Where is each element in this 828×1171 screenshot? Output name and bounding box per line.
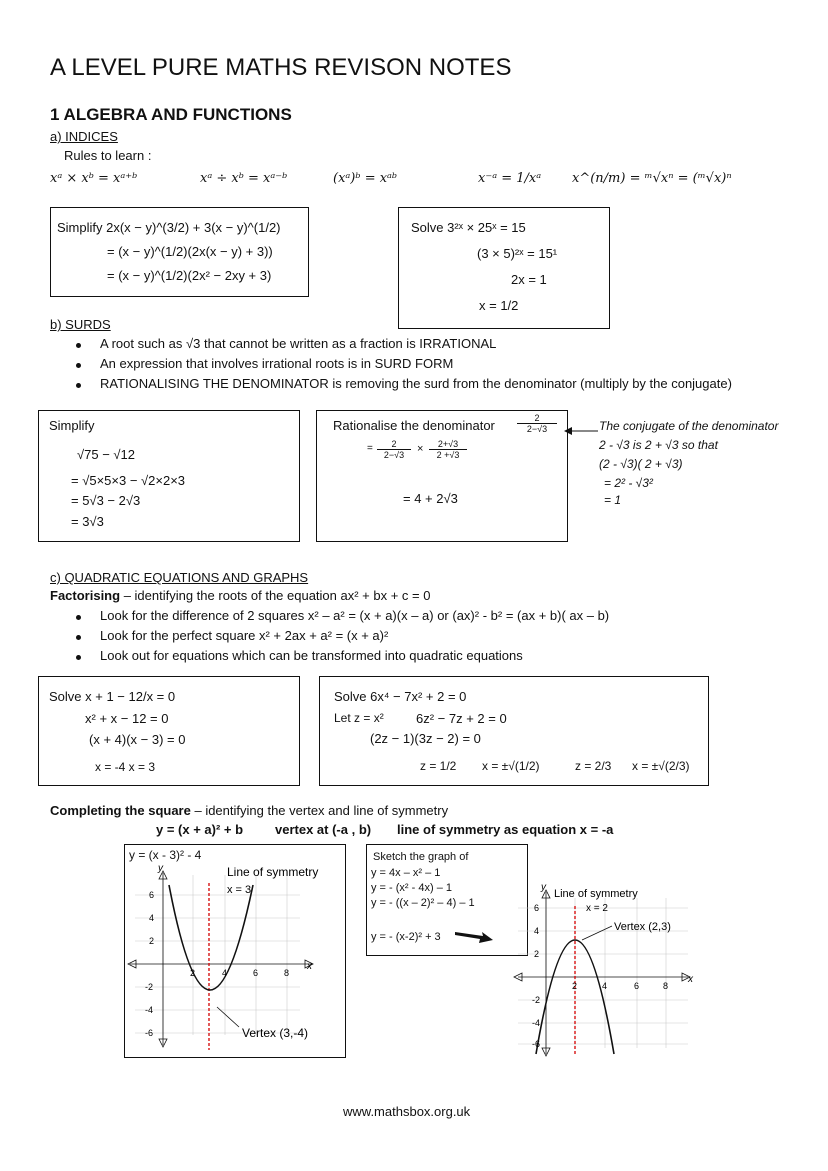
fraction-denominator: 2−√3 — [377, 449, 411, 460]
rules-label: Rules to learn : — [64, 148, 152, 163]
q1-line-2: x² + x − 12 = 0 — [85, 711, 169, 726]
fraction-denominator: 2 +√3 — [429, 449, 467, 460]
fraction-a — [377, 439, 411, 460]
q2-line-3: 6z² − 7z + 2 = 0 — [416, 711, 507, 726]
sketch-line-2: y = 4x – x² – 1 — [371, 867, 441, 879]
q2-line-6: x = ±√(1/2) — [482, 759, 540, 773]
q1-line-1: Solve x + 1 − 12/x = 0 — [49, 689, 176, 704]
quad-bullet-1: Look for the difference of 2 squares x² – a² = (x + a)(x – a) or (ax)² - b² = (ax + b)( ax – b) — [100, 608, 610, 623]
vertex-pointer — [582, 926, 612, 940]
rule-2: xᵃ ÷ xᵇ = xᵃ⁻ᵇ — [200, 171, 288, 186]
quadratic-solve-box-2 — [319, 676, 709, 786]
graph-2-x-tick: 2 — [572, 981, 578, 991]
factorising-line — [50, 588, 430, 603]
quadratics-label: c) QUADRATIC EQUATIONS AND GRAPHS — [50, 570, 309, 585]
graph-2-sym-eq: x = 2 — [586, 903, 608, 914]
graph-1-sym-label: Line of symmetry — [227, 865, 319, 879]
fraction-numerator: 2 — [534, 413, 540, 423]
graph-2-x-tick: 6 — [634, 981, 640, 991]
simplify-line-3: = (x − y)^(1/2)(2x² − 2xy + 3) — [107, 268, 272, 283]
graph-1-y-tick: -4 — [145, 1005, 154, 1015]
rule-1: xᵃ × xᵇ = xᵃ⁺ᵇ — [50, 171, 138, 186]
graph-2-y-tick: -4 — [532, 1018, 541, 1028]
sketch-line-1: Sketch the graph of — [373, 851, 469, 863]
simplify-line-1: Simplify 2x(x − y)^(3/2) + 3(x − y)^(1/2) — [57, 220, 281, 235]
graph-1-y-tick: 6 — [149, 890, 155, 900]
graph-2-x-tick: 4 — [602, 981, 608, 991]
form-2: vertex at (-a , b) — [275, 822, 372, 837]
bullet — [76, 363, 81, 368]
simplify-line-2: = (x − y)^(1/2)(2x(x − y) + 3)) — [107, 244, 273, 259]
solve-line-4: x = 1/2 — [479, 298, 519, 313]
factorising-bold: Factorising — [50, 588, 121, 603]
rule-3: (xᵃ)ᵇ = xᵃᵇ — [333, 171, 398, 186]
graph-1-curve — [169, 885, 253, 990]
surd-simplify-line-3: = √5×5×3 − √2×2×3 — [71, 473, 186, 488]
graph-1-equation: y = (x - 3)² - 4 — [129, 848, 202, 862]
rationalise-result: = 4 + 2√3 — [403, 491, 458, 506]
conjugate-note-3: (2 - √3)( 2 + √3) — [599, 457, 683, 471]
graph-1-x-label: x — [307, 961, 312, 972]
graph-2-sym-label: Line of symmetry — [554, 888, 638, 900]
conjugate-note-4: = 2² - √3² — [604, 476, 653, 490]
graph-2-y-tick: -2 — [532, 995, 541, 1005]
q1-line-3: (x + 4)(x − 3) = 0 — [89, 732, 186, 747]
surd-simplify-line-2: √75 − √12 — [77, 447, 136, 462]
solve-line-2: (3 × 5)²ˣ = 15¹ — [477, 246, 558, 261]
bullet — [76, 655, 81, 660]
rule-5: x^(n/m) = ᵐ√xⁿ = (ᵐ√x)ⁿ — [572, 171, 732, 186]
graph-2-y-tick: 4 — [534, 926, 540, 936]
graph-2-vertex-label: Vertex (2,3) — [614, 921, 671, 933]
rationalise-box — [316, 410, 568, 542]
conjugate-note-2: 2 - √3 is 2 + √3 so that — [599, 438, 718, 452]
page-title: A LEVEL PURE MATHS REVISON NOTES — [50, 54, 512, 81]
completing-line — [50, 803, 448, 818]
sketch-box — [366, 844, 528, 956]
completing-bold: Completing the square — [50, 803, 191, 818]
graph-1-y-label: y — [158, 863, 163, 874]
q2-line-4: (2z − 1)(3z − 2) = 0 — [370, 731, 481, 746]
graph-1-y-tick: -6 — [145, 1028, 154, 1038]
form-3: line of symmetry as equation x = -a — [397, 822, 614, 837]
fraction-numerator: 2+√3 — [437, 439, 459, 449]
surd-simplify-line-5: = 3√3 — [71, 514, 104, 529]
q2-line-2: Let z = x² — [334, 711, 384, 725]
footer-url: www.mathsbox.org.uk — [343, 1104, 471, 1119]
bullet — [76, 343, 81, 348]
fraction-numerator: 2 — [391, 439, 397, 449]
bullet — [76, 635, 81, 640]
graph-1-x-tick: 6 — [253, 968, 259, 978]
q1-line-4: x = -4 x = 3 — [95, 760, 156, 774]
fraction-denominator: 2−√3 — [517, 423, 557, 434]
quad-bullet-2: Look for the perfect square x² + 2ax + a² = (x + a)² — [100, 628, 389, 643]
graph-1-sym-eq: x = 3 — [227, 884, 252, 896]
quad-bullet-3: Look out for equations which can be transformed into quadratic equations — [100, 648, 523, 663]
q2-line-5: z = 1/2 — [420, 759, 457, 773]
equals-sign: = — [367, 443, 373, 454]
factorising-rest: – identifying the roots of the equation ax² + bx + c = 0 — [120, 588, 431, 603]
arrow-right-icon — [455, 928, 495, 946]
graph-2-y-tick: -6 — [532, 1039, 541, 1049]
graph-1-x-tick: 2 — [190, 968, 196, 978]
solve-line-3: 2x = 1 — [511, 272, 547, 287]
surd-simplify-line-4: = 5√3 − 2√3 — [71, 493, 141, 508]
graph-1-y-tick: 2 — [149, 936, 155, 946]
indices-simplify-box — [50, 207, 309, 297]
sketch-line-5: y = - (x-2)² + 3 — [371, 931, 441, 943]
q2-line-7: z = 2/3 — [575, 759, 612, 773]
graph-2-y-label: y — [541, 882, 546, 893]
surds-label: b) SURDS — [50, 317, 111, 332]
surds-bullet-2: An expression that involves irrational roots is in SURD FORM — [100, 356, 454, 371]
graph-1-x-tick: 8 — [284, 968, 290, 978]
graph-2-y-tick: 2 — [534, 949, 540, 959]
section-heading: 1 ALGEBRA AND FUNCTIONS — [50, 105, 292, 124]
graph-2-x-label: x — [688, 974, 693, 985]
graph-1-grid — [135, 875, 300, 1035]
indices-solve-box — [398, 207, 610, 329]
conjugate-note-5: = 1 — [604, 493, 622, 507]
arrow-left-icon — [564, 424, 600, 438]
bullet — [76, 383, 81, 388]
rule-4: x⁻ᵃ = 1/xᵃ — [478, 171, 542, 186]
completing-rest: – identifying the vertex and line of symmetry — [190, 803, 449, 818]
surd-simplify-line-1: Simplify — [49, 418, 95, 433]
rationalise-heading: Rationalise the denominator — [333, 418, 495, 433]
rationalise-fraction — [517, 413, 557, 434]
quadratic-solve-box-1 — [38, 676, 300, 786]
graph-1-y-tick: -2 — [145, 982, 154, 992]
solve-line-1: Solve 3²ˣ × 25ˣ = 15 — [411, 220, 526, 235]
conjugate-note-1: The conjugate of the denominator — [599, 419, 779, 433]
surds-simplify-box — [38, 410, 300, 542]
q2-line-8: x = ±√(2/3) — [632, 759, 690, 773]
q2-line-1: Solve 6x⁴ − 7x² + 2 = 0 — [334, 689, 467, 704]
times-sign: × — [417, 443, 424, 455]
graph-1-x-tick: 4 — [222, 968, 228, 978]
surds-bullet-3: RATIONALISING THE DENOMINATOR is removing the surd from the denominator (multiply by the conjugate) — [100, 376, 732, 391]
fraction-b — [429, 439, 467, 460]
graph-2-y-tick: 6 — [534, 903, 540, 913]
indices-label: a) INDICES — [50, 129, 118, 144]
graph-1-y-tick: 4 — [149, 913, 155, 923]
graph-2 — [508, 878, 708, 1058]
sketch-line-3: y = - (x² - 4x) – 1 — [371, 882, 452, 894]
graph-1-vertex-label: Vertex (3,-4) — [242, 1026, 309, 1040]
graph-1 — [125, 845, 343, 1055]
surds-bullet-1: A root such as √3 that cannot be written as a fraction is IRRATIONAL — [100, 336, 497, 351]
form-1: y = (x + a)² + b — [156, 822, 244, 837]
graph-2-x-tick: 8 — [663, 981, 669, 991]
bullet — [76, 615, 81, 620]
sketch-line-4: y = - ((x – 2)² – 4) – 1 — [371, 897, 475, 909]
